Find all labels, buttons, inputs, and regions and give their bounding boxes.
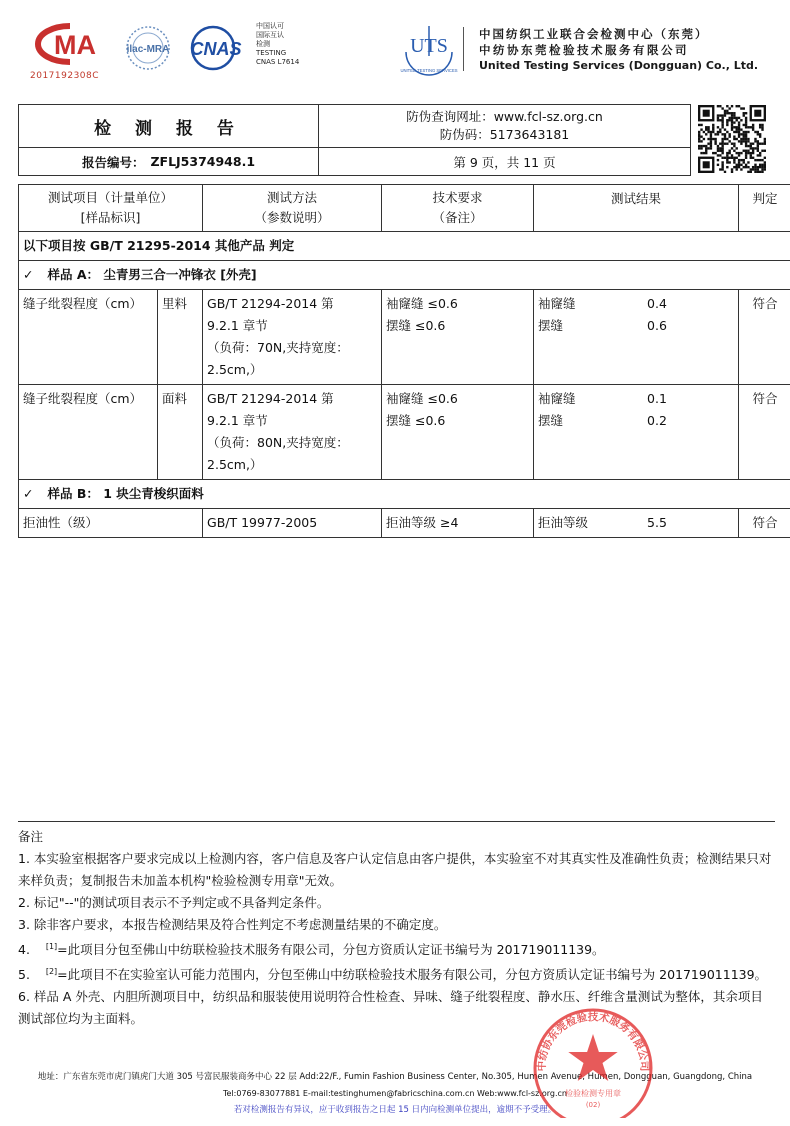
cnas-accreditation-text (256, 22, 299, 67)
header-verdict (739, 185, 790, 232)
row-item: 拒油性（级） (19, 509, 203, 538)
company-name-en: United Testing Services (Dongguan) Co., Ltd. (479, 59, 759, 72)
report-header-table (18, 104, 691, 176)
table-header-row (19, 185, 790, 232)
result-line (538, 388, 734, 410)
note-mark: [2] (45, 967, 58, 977)
report-title: 检 测 报 告 (19, 105, 319, 148)
verify-code: 防伪码：5173643181 (439, 127, 570, 142)
header-divider (463, 27, 464, 71)
cnas-logo-text: CNAS (190, 39, 242, 59)
result-value: 0.6 (647, 318, 667, 333)
method-line: 2.5cm,） (207, 457, 263, 472)
row-method (203, 290, 382, 385)
standard-row (19, 232, 790, 261)
note-number: 5. (18, 967, 46, 983)
result-line (538, 512, 734, 534)
seal-inner-text: 检验检测专用章 (565, 1089, 621, 1098)
sample-a-row (19, 261, 790, 290)
note-text: =此项目不在实验室认可能力范围内，分包至佛山中纺联检验技术服务有限公司，分包方资质认定证书编号为 201719011139。 (57, 967, 768, 983)
row-result (534, 509, 739, 538)
page-info: 第 9 页，共 11 页 (453, 154, 556, 170)
note-item: 2. 标记"--"的测试项目表示不予判定或不具备判定条件。 (18, 895, 330, 910)
cma-logo (34, 22, 108, 66)
result-value: 0.2 (647, 413, 667, 428)
note-item: 1. 本实验室根据客户要求完成以上检测内容，客户信息及客户认定信息由客户提供，本实验室不对其真实性及准确性负责；检测结果只对来样负责；复制报告未加盖本机构"检验检测专用章"无效。 (18, 851, 772, 888)
cnas-line: TESTING (256, 49, 287, 57)
result-value: 5.5 (647, 515, 667, 530)
cma-cert-number: 2017192308C (30, 71, 100, 81)
header-item-line-1: 测试项目（计量单位） (48, 190, 174, 205)
method-line: GB/T 21294-2014 第 (207, 391, 334, 406)
note-mark: [1] (45, 942, 58, 951)
row-requirement (382, 385, 534, 480)
cnas-line: 中国认可 (256, 22, 284, 30)
sample-b-row (19, 480, 790, 509)
row-result (534, 290, 739, 385)
row-part: 里料 (158, 290, 203, 385)
footer-address: 地址：广东省东莞市虎门镇虎门大道 305 号富民服装商务中心 22 层 Add:22/F., Fumin Fashion Business Center, No.305, Humen Avenue, Humen, Dongguan, Guangdong, China (37, 1072, 753, 1082)
row-result (534, 385, 739, 480)
method-line: 9.2.1 章节 (207, 318, 268, 333)
verification-info (319, 105, 690, 148)
table-row (19, 385, 790, 480)
seal-star-icon (568, 1034, 617, 1081)
method-line: GB/T 21294-2014 第 (207, 296, 334, 311)
seal-ring-text: 中纺协东莞检验技术服务有限公司 (535, 1011, 651, 1072)
report-number (19, 148, 319, 175)
seal-code: (02) (585, 1101, 601, 1109)
method-line: 9.2.1 章节 (207, 413, 268, 428)
header-req-line-1: 技术要求 (432, 190, 483, 205)
result-name: 袖窿缝 (538, 391, 576, 406)
uts-logo (400, 22, 458, 78)
header-method-line-1: 测试方法 (267, 190, 318, 205)
header-test-item (19, 185, 203, 232)
report-number-label: 报告编号： (81, 154, 145, 170)
requirement-line: 摆缝 ≤0.6 (386, 318, 446, 333)
check-icon: ✓ (23, 267, 34, 282)
sample-a-label: 样品 A： 尘青男三合一冲锋衣 [外壳] (47, 267, 257, 282)
notes-title: 备注 (18, 829, 44, 844)
footer-contacts: Tel:0769-83077881 E-mail:testinghumen@fabricschina.com.cn Web:www.fcl-sz.org.cn (223, 1089, 567, 1098)
row-verdict: 符合 (739, 385, 790, 480)
cnas-logo (181, 24, 251, 72)
header-result-text: 测试结果 (611, 191, 662, 206)
requirement-line: 摆缝 ≤0.6 (386, 413, 446, 428)
cnas-line: 检测 (256, 40, 270, 48)
note-item (18, 961, 774, 986)
header-method-line-2: （参数说明） (254, 210, 330, 225)
header-verdict-text: 判定 (752, 191, 778, 206)
row-item: 缝子纰裂程度（cm） (19, 385, 158, 480)
header-result (534, 185, 739, 232)
result-line (538, 315, 734, 337)
requirement-line: 袖窿缝 ≤0.6 (386, 296, 458, 311)
note-item (18, 936, 774, 961)
table-row (19, 509, 790, 538)
table-row (19, 290, 790, 385)
requirement-line: 袖窿缝 ≤0.6 (386, 391, 458, 406)
header-test-method (203, 185, 382, 232)
ilac-logo-text: ilac-MRA (126, 44, 170, 55)
company-block (479, 26, 758, 74)
verify-url[interactable]: 防伪查询网址：www.fcl-sz.org.cn (406, 109, 603, 124)
cma-logo-text: MA (54, 30, 96, 60)
row-item: 缝子纰裂程度（cm） (19, 290, 158, 385)
method-line: （负荷：80N,夹持宽度： (207, 435, 349, 450)
result-name: 摆缝 (538, 413, 564, 428)
report-number-value: ZFLJ5374948.1 (150, 154, 256, 169)
row-requirement (382, 290, 534, 385)
sample-a-heading (19, 261, 790, 290)
uts-ring-text: UNITED TESTING SERVICES (400, 68, 458, 73)
note-number: 4. (18, 942, 46, 958)
row-method (203, 385, 382, 480)
row-part: 面料 (158, 385, 203, 480)
result-value: 0.4 (647, 296, 667, 311)
company-name-cn-2: 中纺协东莞检验技术服务有限公司 (479, 43, 689, 57)
method-line: 2.5cm,） (207, 362, 263, 377)
cnas-line: 国际互认 (256, 31, 284, 39)
note-item: 3. 除非客户要求，本报告检测结果及符合性判定不考虑测量结果的不确定度。 (18, 917, 447, 932)
header-item-line-2: [样品标识] (80, 210, 141, 225)
row-method: GB/T 19977-2005 (203, 509, 382, 538)
company-name-cn-1: 中国纺织工业联合会检测中心（东莞） (479, 27, 709, 41)
row-verdict: 符合 (739, 290, 790, 385)
qr-code (698, 105, 766, 173)
results-table (18, 184, 790, 538)
header-requirement (382, 185, 534, 232)
method-line: （负荷：70N,夹持宽度： (207, 340, 349, 355)
result-name: 拒油等级 (538, 515, 589, 530)
result-line (538, 410, 734, 432)
result-value: 0.1 (647, 391, 667, 406)
standard-text: 以下项目按 GB/T 21295-2014 其他产品 判定 (19, 232, 790, 261)
uts-logo-text: UTS (410, 35, 448, 57)
row-verdict: 符合 (739, 509, 790, 538)
result-line (538, 293, 734, 315)
header-req-line-2: （备注） (432, 210, 483, 225)
sample-b-heading (19, 480, 790, 509)
ilac-mra-logo (118, 24, 178, 72)
note-item: 6. 样品 A 外壳、内胆所测项目中，纺织品和服装使用说明符合性检查、异味、缝子纰裂程度、静水压、纤维含量测试为整体，其余项目测试部位均为主面料。 (18, 989, 763, 1027)
check-icon: ✓ (23, 486, 34, 501)
cnas-line: CNAS L7614 (256, 58, 300, 66)
note-text: =此项目分包至佛山中纺联检验技术服务有限公司，分包方资质认定证书编号为 201719011139。 (57, 942, 605, 958)
sample-b-label: 样品 B： 1 块尘青梭织面料 (47, 486, 204, 501)
result-name: 袖窿缝 (538, 296, 576, 311)
result-name: 摆缝 (538, 318, 564, 333)
official-seal (518, 996, 668, 1118)
footer-notice: 若对检测报告有异议，应于收到报告之日起 15 日内向检测单位提出，逾期不予受理。 (233, 1105, 557, 1115)
row-requirement: 拒油等级 ≥4 (382, 509, 534, 538)
notes-divider (18, 821, 775, 822)
